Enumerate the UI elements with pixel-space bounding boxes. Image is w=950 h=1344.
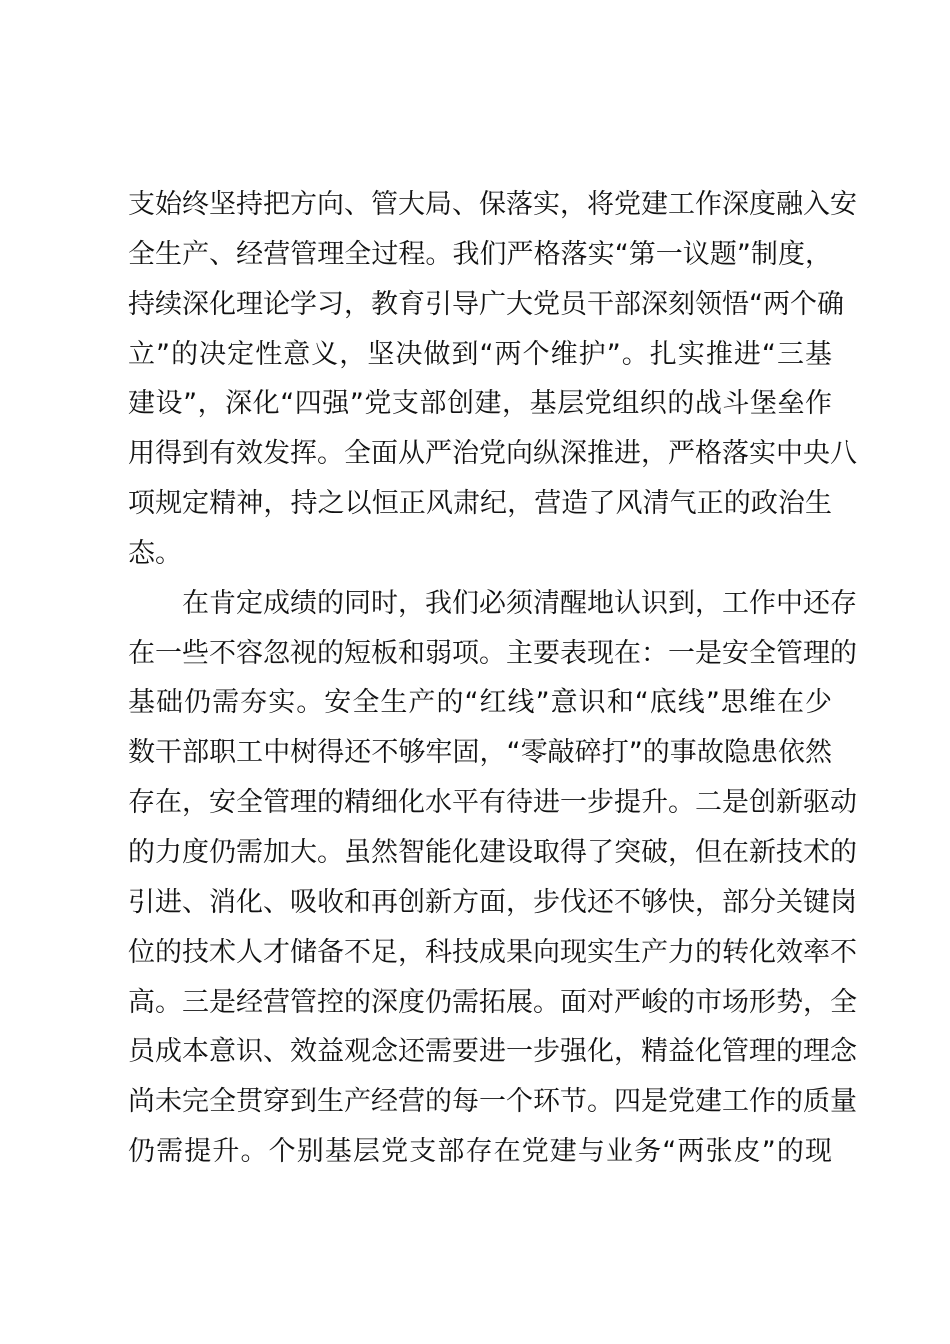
text-line: 尚未完全贯穿到生产经营的每一个环节。四是党建工作的质量: [128, 1086, 857, 1118]
text-line: 支始终坚持把方向、管大局、保落实，将党建工作深度融入安: [128, 189, 857, 220]
text-line: 位的技术人才储备不足，科技成果向现实生产力的转化效率不: [128, 936, 857, 968]
text-line: 建设”，深化“四强”党支部创建，基层党组织的战斗堡垒作: [128, 388, 832, 420]
text-line: 基础仍需夯实。安全生产的“红线”意识和“底线”思维在少: [128, 687, 832, 719]
document-page: [128, 180, 857, 1177]
paragraph-shortcomings: [128, 579, 857, 1177]
text-line: 仍需提升。个别基层党支部存在党建与业务“两张皮”的现: [128, 1136, 832, 1168]
text-line: 用得到有效发挥。全面从严治党向纵深推进，严格落实中央八: [128, 438, 857, 470]
text-line: 存在，安全管理的精细化水平有待进一步提升。二是创新驱动: [128, 787, 857, 819]
text-line: 持续深化理论学习，教育引导广大党员干部深刻领悟“两个确: [128, 288, 844, 320]
text-line: 高。三是经营管控的深度仍需拓展。面对严峻的市场形势，全: [128, 986, 857, 1018]
text-line: 数干部职工中树得还不够牢固，“零敲碎打”的事故隐患依然: [128, 737, 832, 769]
text-line: 全生产、经营管理全过程。我们严格落实“第一议题”制度，: [128, 238, 832, 270]
text-line: 态。: [128, 537, 182, 569]
text-line: 立”的决定性意义，坚决做到“两个维护”。扎实推进“三基: [128, 338, 832, 370]
text-line: 项规定精神，持之以恒正风肃纪，营造了风清气正的政治生: [128, 488, 832, 520]
paragraph-party-building: [128, 180, 857, 579]
text-line: 在一些不容忽视的短板和弱项。主要表现在：一是安全管理的: [128, 637, 857, 669]
text-line: 引进、消化、吸收和再创新方面，步伐还不够快，部分关键岗: [128, 886, 857, 918]
text-line: 员成本意识、效益观念还需要进一步强化，精益化管理的理念: [128, 1036, 857, 1068]
text-line: 在肯定成绩的同时，我们必须清醒地认识到，工作中还存: [182, 587, 857, 619]
text-line: 的力度仍需加大。虽然智能化建设取得了突破，但在新技术的: [128, 836, 857, 868]
